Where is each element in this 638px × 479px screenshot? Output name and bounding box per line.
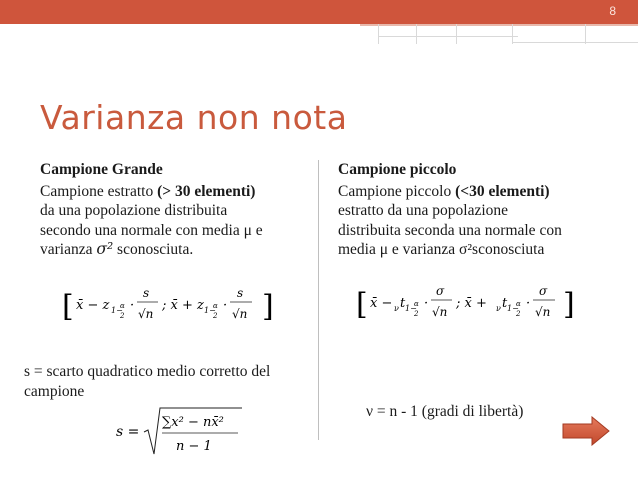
formula-text: · <box>424 296 429 311</box>
right-text-line3: distribuita seconda una normale con <box>338 221 562 239</box>
formula-denominator: √n <box>232 307 248 321</box>
left-line1-bold: (> 30 elementi) <box>157 182 256 200</box>
formula-numerator: ∑x² − nx̄² <box>162 415 224 430</box>
scarto-note-line1: s = scarto quadratico medio corretto del <box>24 363 271 380</box>
formula-text: · <box>130 298 135 313</box>
left-column <box>40 160 315 260</box>
formula-denominator: n − 1 <box>176 439 212 454</box>
formula-numerator: s <box>143 286 150 300</box>
confidence-interval-z-formula <box>62 282 282 328</box>
column-divider <box>318 160 319 440</box>
formula-denominator: √n <box>138 307 154 321</box>
formula-subscript: 1− <box>111 306 123 315</box>
formula-subscript: α <box>120 302 125 310</box>
right-text-line1 <box>338 182 623 202</box>
scarto-note-line2: campione <box>24 382 85 400</box>
formula-numerator: σ <box>436 284 445 298</box>
std-dev-formula <box>114 402 254 462</box>
right-heading: Campione piccolo <box>338 161 457 178</box>
formula-subscript: α <box>516 300 521 308</box>
formula-text: · <box>223 298 228 313</box>
formula-subscript: 1− <box>204 306 216 315</box>
left-line1-text: Campione estratto <box>40 182 158 200</box>
formula-numerator: s <box>237 286 244 300</box>
right-column <box>338 160 623 260</box>
right-line1-bold: (<30 elementi) <box>455 182 550 200</box>
scarto-note <box>24 362 324 401</box>
decor-line <box>512 42 638 43</box>
left-text-line4 <box>40 240 315 260</box>
formula-denominator: √n <box>535 305 551 319</box>
formula-numerator: σ <box>539 284 548 298</box>
left-line4-post: sconosciuta. <box>113 241 194 258</box>
formula-text: s = <box>116 424 140 440</box>
bracket-left: [ <box>356 287 368 322</box>
formula-text: x̄ − <box>370 296 393 311</box>
bracket-right: ] <box>262 289 274 324</box>
formula-subscript: α <box>414 300 419 308</box>
bracket-right: ] <box>563 287 575 322</box>
formula-text: ; x̄ + <box>456 296 487 311</box>
formula-subscript: 2 <box>213 312 218 320</box>
decor-line <box>456 24 457 44</box>
formula-subscript: 2 <box>516 310 521 318</box>
degrees-of-freedom-note: ν = n - 1 (gradi di libertà) <box>366 403 524 420</box>
bracket-left: [ <box>62 289 74 324</box>
formula-subscript: ν <box>394 304 399 313</box>
decor-line <box>378 24 379 44</box>
sigma-squared-symbol: σ² <box>96 240 114 258</box>
formula-text: t <box>400 296 406 311</box>
decor-line <box>378 36 518 37</box>
top-accent-bar <box>0 0 638 24</box>
next-arrow-icon[interactable] <box>562 416 610 446</box>
left-heading: Campione Grande <box>40 161 163 178</box>
top-accent-underline <box>360 24 638 26</box>
left-line4-text: varianza <box>40 241 97 258</box>
formula-text: ; x̄ + z <box>162 298 204 313</box>
page-number: 8 <box>609 4 616 18</box>
decor-line <box>416 24 417 44</box>
formula-subscript: α <box>213 302 218 310</box>
slide-title: Varianza non nota <box>40 98 348 137</box>
formula-subscript: ν <box>496 304 501 313</box>
right-text-line4: media μ e varianza σ²sconosciuta <box>338 241 545 258</box>
right-line1-text: Campione piccolo <box>338 182 456 200</box>
left-text-line3: secondo una normale con media μ e <box>40 221 263 239</box>
decor-line <box>512 24 513 44</box>
formula-subscript: 1− <box>405 304 417 313</box>
formula-subscript: 2 <box>120 312 125 320</box>
confidence-interval-t-formula <box>356 280 581 326</box>
formula-subscript: 1− <box>507 304 519 313</box>
formula-subscript: 2 <box>414 310 419 318</box>
formula-text: x̄ − z <box>76 298 110 313</box>
left-text-line1 <box>40 182 315 202</box>
formula-denominator: √n <box>432 305 448 319</box>
left-text-line2: da una popolazione distribuita <box>40 202 228 219</box>
decor-line <box>585 24 586 44</box>
formula-text: t <box>502 296 508 311</box>
formula-text: · <box>526 296 531 311</box>
right-text-line2: estratto da una popolazione <box>338 202 509 219</box>
